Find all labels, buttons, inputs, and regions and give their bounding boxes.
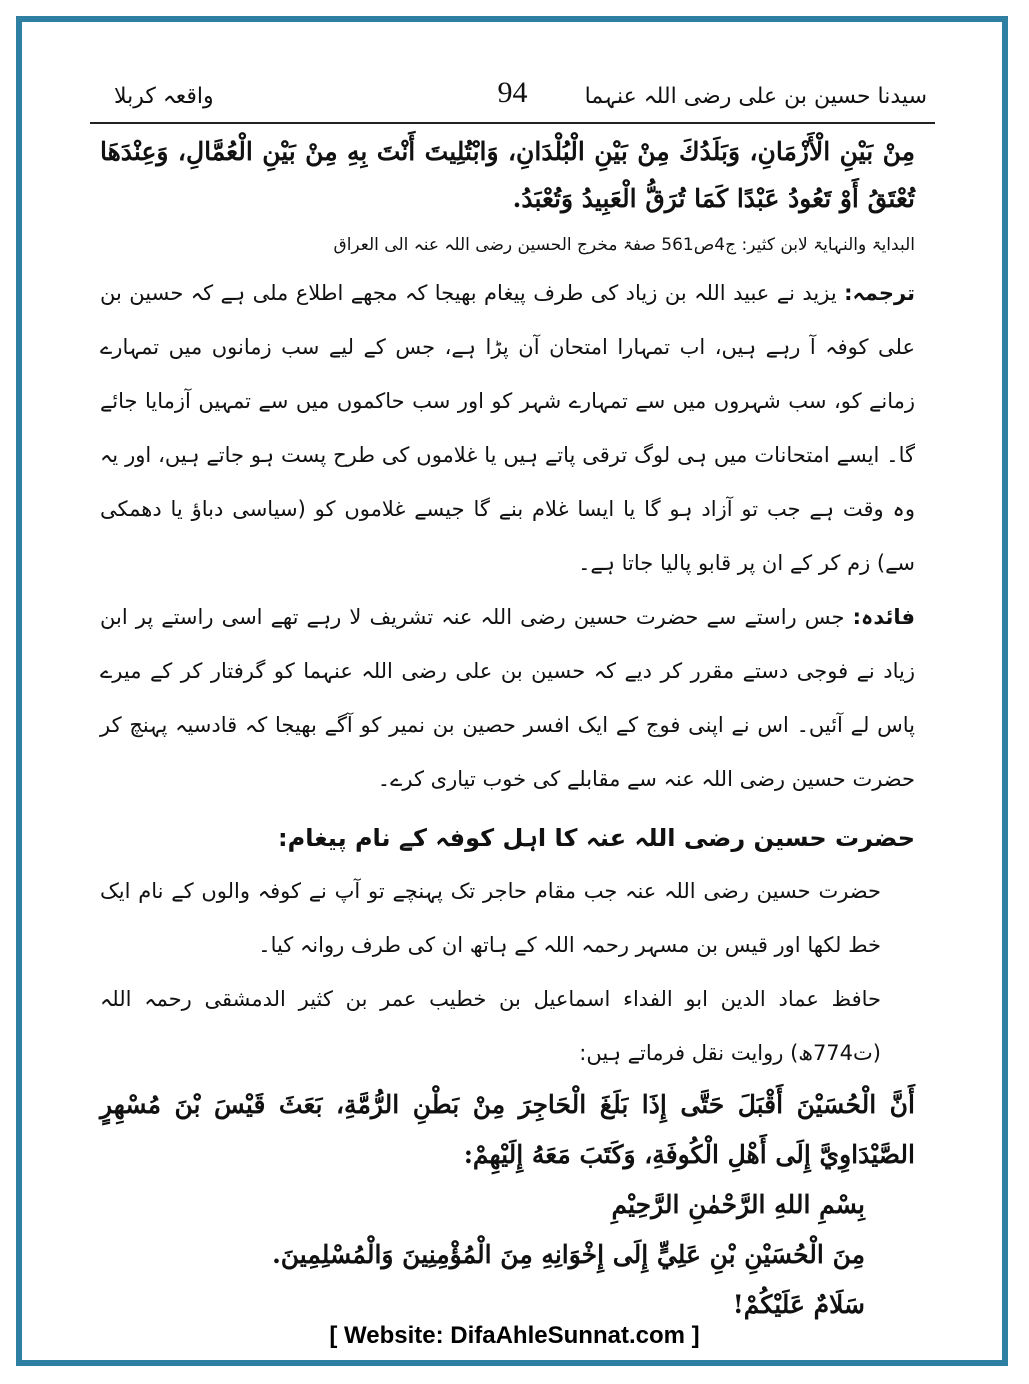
benefit-text: جس راستے سے حضرت حسین رضی اللہ عنہ تشریف لا رہے تھے اسی راستے پر ابن زیاد نے فوجی دستے مقرر کر دیے کہ حسین بن علی رضی اللہ عنہما کو گرفتار کر کے میرے پاس لے آئیں۔ اس نے اپنی فوج کے ایک افسر حصین بن نمیر کو آگے بھیجا کہ قادسیہ پہنچ کر حضرت حسین رضی اللہ عنہ سے مقابلے کی خوب تیاری کرے۔ (100, 605, 915, 791)
narration-paragraph: حافظ عماد الدین ابو الفداء اسماعیل بن خطیب عمر بن کثیر الدمشقی رحمہ اللہ (ت774ھ) روایت نقل فرماتے ہیں: (100, 987, 881, 1065)
translation-label: ترجمہ: (844, 281, 915, 305)
section-heading: حضرت حسین رضی اللہ عنہ کا اہل کوفہ کے نام پیغام: (278, 824, 915, 852)
translation-text: یزید نے عبید اللہ بن زیاد کی طرف پیغام بھیجا کہ مجھے اطلاع ملی ہے کہ حسین بن علی کوفہ آ رہے ہیں، اب تمہارا امتحان آن پڑا ہے، جس کے لیے سب زمانوں میں تمہارے زمانے کو، سب شہروں میں سے تمہارے شہر کو اور سب حاکموں میں سے تمہیں آزمایا جائے گا۔ ایسے امتحانات میں ہی لوگ ترقی پاتے ہیں یا غلاموں کی طرح پست ہو جاتے ہیں، اور یہ وہ وقت ہے جب تو آزاد ہو گا یا ایسا غلام بنے گا جیسے غلاموں کو (سیاسی دباؤ یا دھمکی سے) زم کر کے ان پر قابو پالیا جاتا ہے۔ (100, 281, 915, 575)
header-chapter-title: واقعہ کربلا (114, 84, 214, 109)
page-header (90, 66, 935, 124)
arabic-salutation: سَلَامٌ عَلَيْكُمْ! (732, 1290, 865, 1319)
website-footer: [ Website: DifaAhleSunnat.com ] (329, 1322, 700, 1349)
translation-paragraph (100, 266, 915, 590)
arabic-quote-2: أَنَّ الْحُسَيْنَ أَقْبَلَ حَتَّى إِذَا بَلَغَ الْحَاجِرَ مِنْ بَطْنِ الرُّمَّةِ، بَعَثَ قَيْسَ بْنَ مُسْهِرٍ الصَّيْدَاوِيَّ إِلَى أَهْلِ الْكُوفَةِ، وَكَتَبَ مَعَهُ إِلَيْهِمْ: (100, 1090, 915, 1169)
benefit-label: فائدہ: (852, 605, 915, 629)
letter-paragraph: حضرت حسین رضی اللہ عنہ جب مقام حاجر تک پہنچے تو آپ نے کوفہ والوں کے نام ایک خط لکھا اور قیس بن مسہر رحمہ اللہ کے ہاتھ ان کی طرف روانہ کیا۔ (100, 879, 881, 957)
arabic-letter-opening: مِنَ الْحُسَيْنِ بْنِ عَلِيٍّ إِلَى إِخْوَانِهِ مِنَ الْمُؤْمِنِينَ وَالْمُسْلِمِينَ. (272, 1240, 865, 1269)
arabic-quote-1: مِنْ بَيْنِ الْأَزْمَانِ، وَبَلَدُكَ مِنْ بَيْنِ الْبُلْدَانِ، وَابْتُلِيتَ أَنْتَ بِهِ مِنْ بَيْنِ الْعُمَّالِ، وَعِنْدَهَا تُعْتَقُ أَوْ تَعُودُ عَبْدًا كَمَا تُرَقُّ الْعَبِيدُ وَتُعْبَدُ. (100, 137, 915, 213)
arabic-basmala: بِسْمِ اللهِ الرَّحْمٰنِ الرَّحِيْمِ (611, 1190, 865, 1219)
header-book-title: سیدنا حسین بن علی رضی اللہ عنہما (584, 84, 927, 109)
reference-line: البدایۃ والنہایۃ لابن کثیر: ج4ص561 صفۃ مخرج الحسین رضی اللہ عنہ الی العراق (333, 235, 915, 255)
page-content (100, 128, 915, 1330)
page-number: 94 (497, 76, 528, 109)
benefit-paragraph (100, 590, 915, 806)
